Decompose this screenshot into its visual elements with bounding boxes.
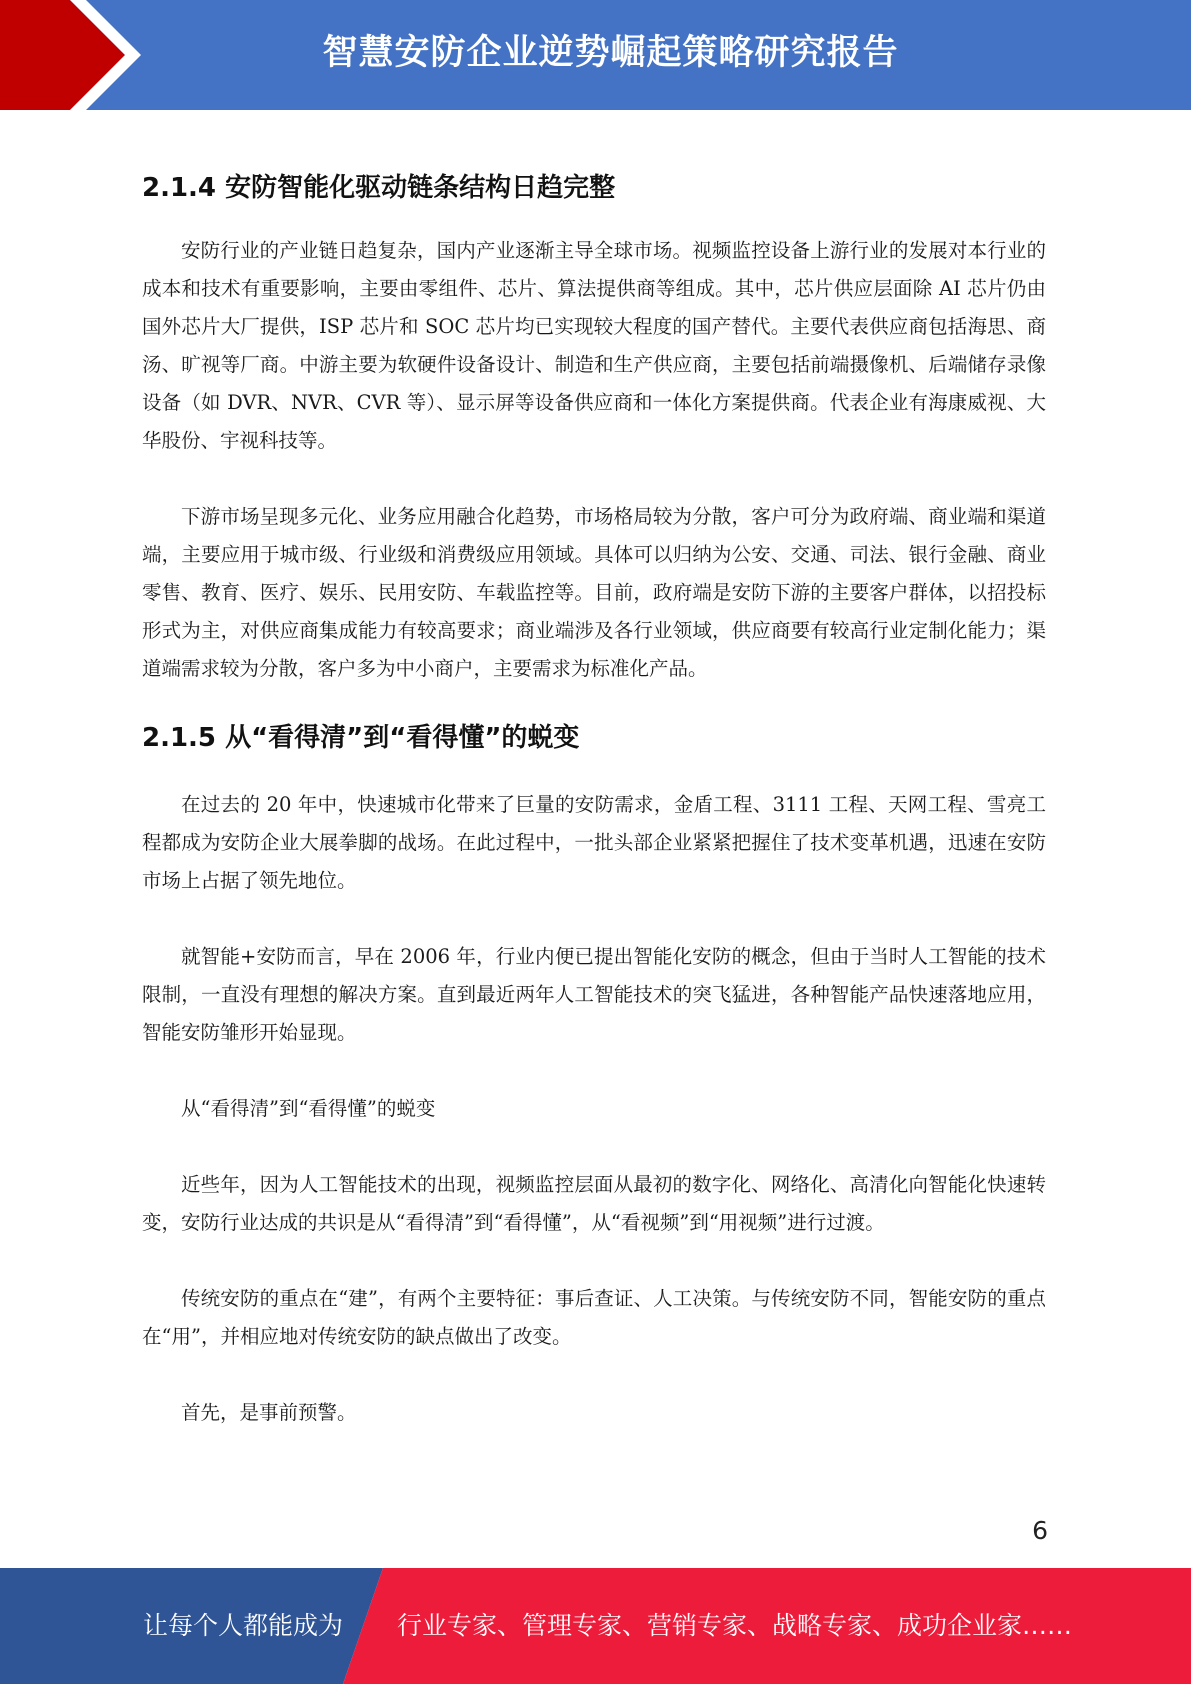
paragraph: 在过去的 20 年中，快速城市化带来了巨量的安防需求，金盾工程、3111 工程、天网工程、雪亮工程都成为安防企业大展拳脚的战场。在此过程中，一批头部企业紧紧把握住了技术变革机遇，迅速在安防市场上占据了领先地位。 [142,793,1046,892]
page-footer [0,1568,1191,1684]
header-arrow-decoration [0,0,150,110]
paragraph: 下游市场呈现多元化、业务应用融合化趋势，市场格局较为分散，客户可分为政府端、商业端和渠道端，主要应用于城市级、行业级和消费级应用领域。具体可以归纳为公安、交通、司法、银行金融、商业零售、教育、医疗、娱乐、民用安防、车载监控等。目前，政府端是安防下游的主要客户群体，以招投标形式为主，对供应商集成能力有较高要求；商业端涉及各行业领域，供应商要有较高行业定制化能力；渠道端需求较为分散，客户多为中小商户，主要需求为标准化产品。 [142,505,1046,680]
paragraph: 近些年，因为人工智能技术的出现，视频监控层面从最初的数字化、网络化、高清化向智能化快速转变，安防行业达成的共识是从“看得清”到“看得懂”，从“看视频”到“用视频”进行过渡。 [142,1173,1046,1234]
page-header [0,0,1191,110]
paragraph: 首先，是事前预警。 [181,1401,357,1424]
paragraph: 传统安防的重点在“建”，有两个主要特征：事后查证、人工决策。与传统安防不同，智能安防的重点在“用”，并相应地对传统安防的缺点做出了改变。 [142,1287,1046,1348]
report-title: 智慧安防企业逆势崛起策略研究报告 [322,33,899,73]
page-number: 6 [1032,1516,1048,1545]
paragraph: 从“看得清”到“看得懂”的蜕变 [181,1097,436,1120]
paragraph: 就智能+安防而言，早在 2006 年，行业内便已提出智能化安防的概念，但由于当时人工智能的技术限制，一直没有理想的解决方案。直到最近两年人工智能技术的突飞猛进，各种智能产品快速落地应用，智能安防雏形开始显现。 [142,945,1046,1044]
footer-slogan-right: 行业专家、管理专家、营销专家、战略专家、成功企业家…… [397,1611,1073,1640]
page-content [142,160,1046,1432]
section-heading-2-1-4: 2.1.4 安防智能化驱动链条结构日趋完整 [142,173,616,203]
section-heading-2-1-5: 2.1.5 从“看得清”到“看得懂”的蜕变 [142,723,580,753]
paragraph: 安防行业的产业链日趋复杂，国内产业逐渐主导全球市场。视频监控设备上游行业的发展对本行业的成本和技术有重要影响，主要由零组件、芯片、算法提供商等组成。其中，芯片供应层面除 AI 芯片仍由国外芯片大厂提供，ISP 芯片和 SOC 芯片均已实现较大程度的国产替代。主要代表供应商包括海思、商汤、旷视等厂商。中游主要为软硬件设备设计、制造和生产供应商，主要包括前端摄像机、后端储存录像设备（如 DVR、NVR、CVR 等）、显示屏等设备供应商和一体化方案提供商。代表企业有海康威视、大华股份、宇视科技等。 [142,239,1046,452]
footer-slogan-left: 让每个人都能成为 [143,1611,344,1640]
